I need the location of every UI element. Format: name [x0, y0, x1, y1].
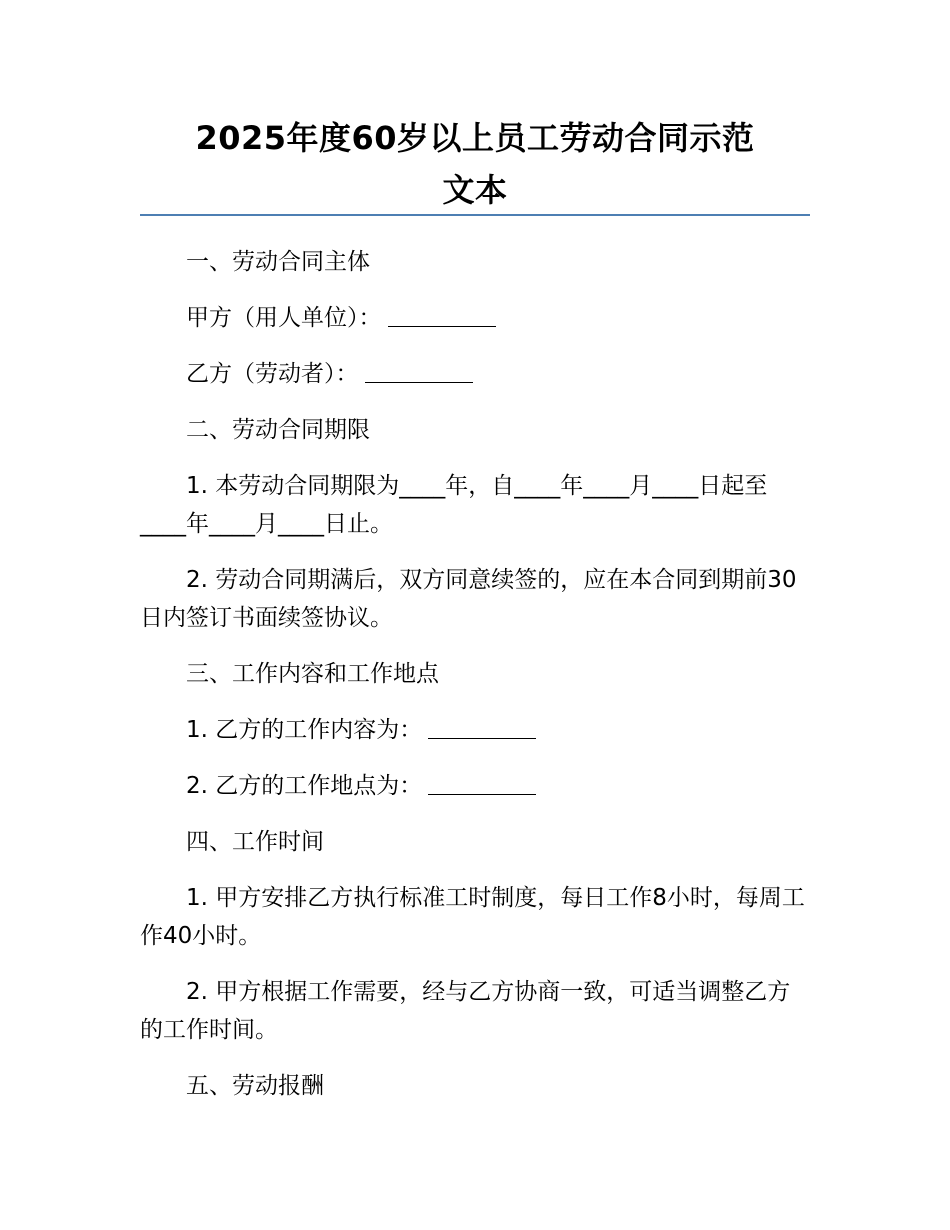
title-line-2: 文本 [442, 171, 508, 209]
party-a-line [140, 299, 810, 337]
work-location-line [140, 767, 810, 805]
hours-clause-1: 1. 甲方安排乙方执行标准工时制度，每日工作8小时，每周工作40小时。 [140, 885, 805, 949]
party-b-line [140, 355, 810, 393]
section-heading-hours: 四、工作时间 [186, 829, 324, 855]
section-heading-parties: 一、劳动合同主体 [186, 249, 370, 275]
section-heading-term: 二、劳动合同期限 [186, 417, 370, 443]
work-content-blank [428, 716, 536, 739]
term-clause-2: 2. 劳动合同期满后，双方同意续签的，应在本合同到期前30日内签订书面续签协议。 [140, 567, 797, 631]
title-line-1: 2025年度60岁以上员工劳动合同示范 [195, 119, 755, 157]
party-b-blank [365, 360, 473, 383]
party-a-blank [388, 304, 496, 327]
hours-clause-2: 2. 甲方根据工作需要，经与乙方协商一致，可适当调整乙方的工作时间。 [140, 979, 791, 1043]
document-body [140, 243, 810, 1123]
section-heading-work: 三、工作内容和工作地点 [186, 661, 439, 687]
work-content-line [140, 711, 810, 749]
title-divider [140, 214, 810, 216]
party-b-label: 乙方（劳动者）： [186, 361, 359, 387]
work-content-label: 1. 乙方的工作内容为： [186, 717, 423, 743]
section-heading-pay: 五、劳动报酬 [186, 1073, 324, 1099]
term-clause-1: 1. 本劳动合同期限为____年，自____年____月____日起至____年____月____日止。 [140, 473, 768, 537]
work-location-label: 2. 乙方的工作地点为： [186, 773, 423, 799]
document-title [140, 112, 810, 216]
work-location-blank [428, 772, 536, 795]
party-a-label: 甲方（用人单位）： [186, 305, 382, 331]
